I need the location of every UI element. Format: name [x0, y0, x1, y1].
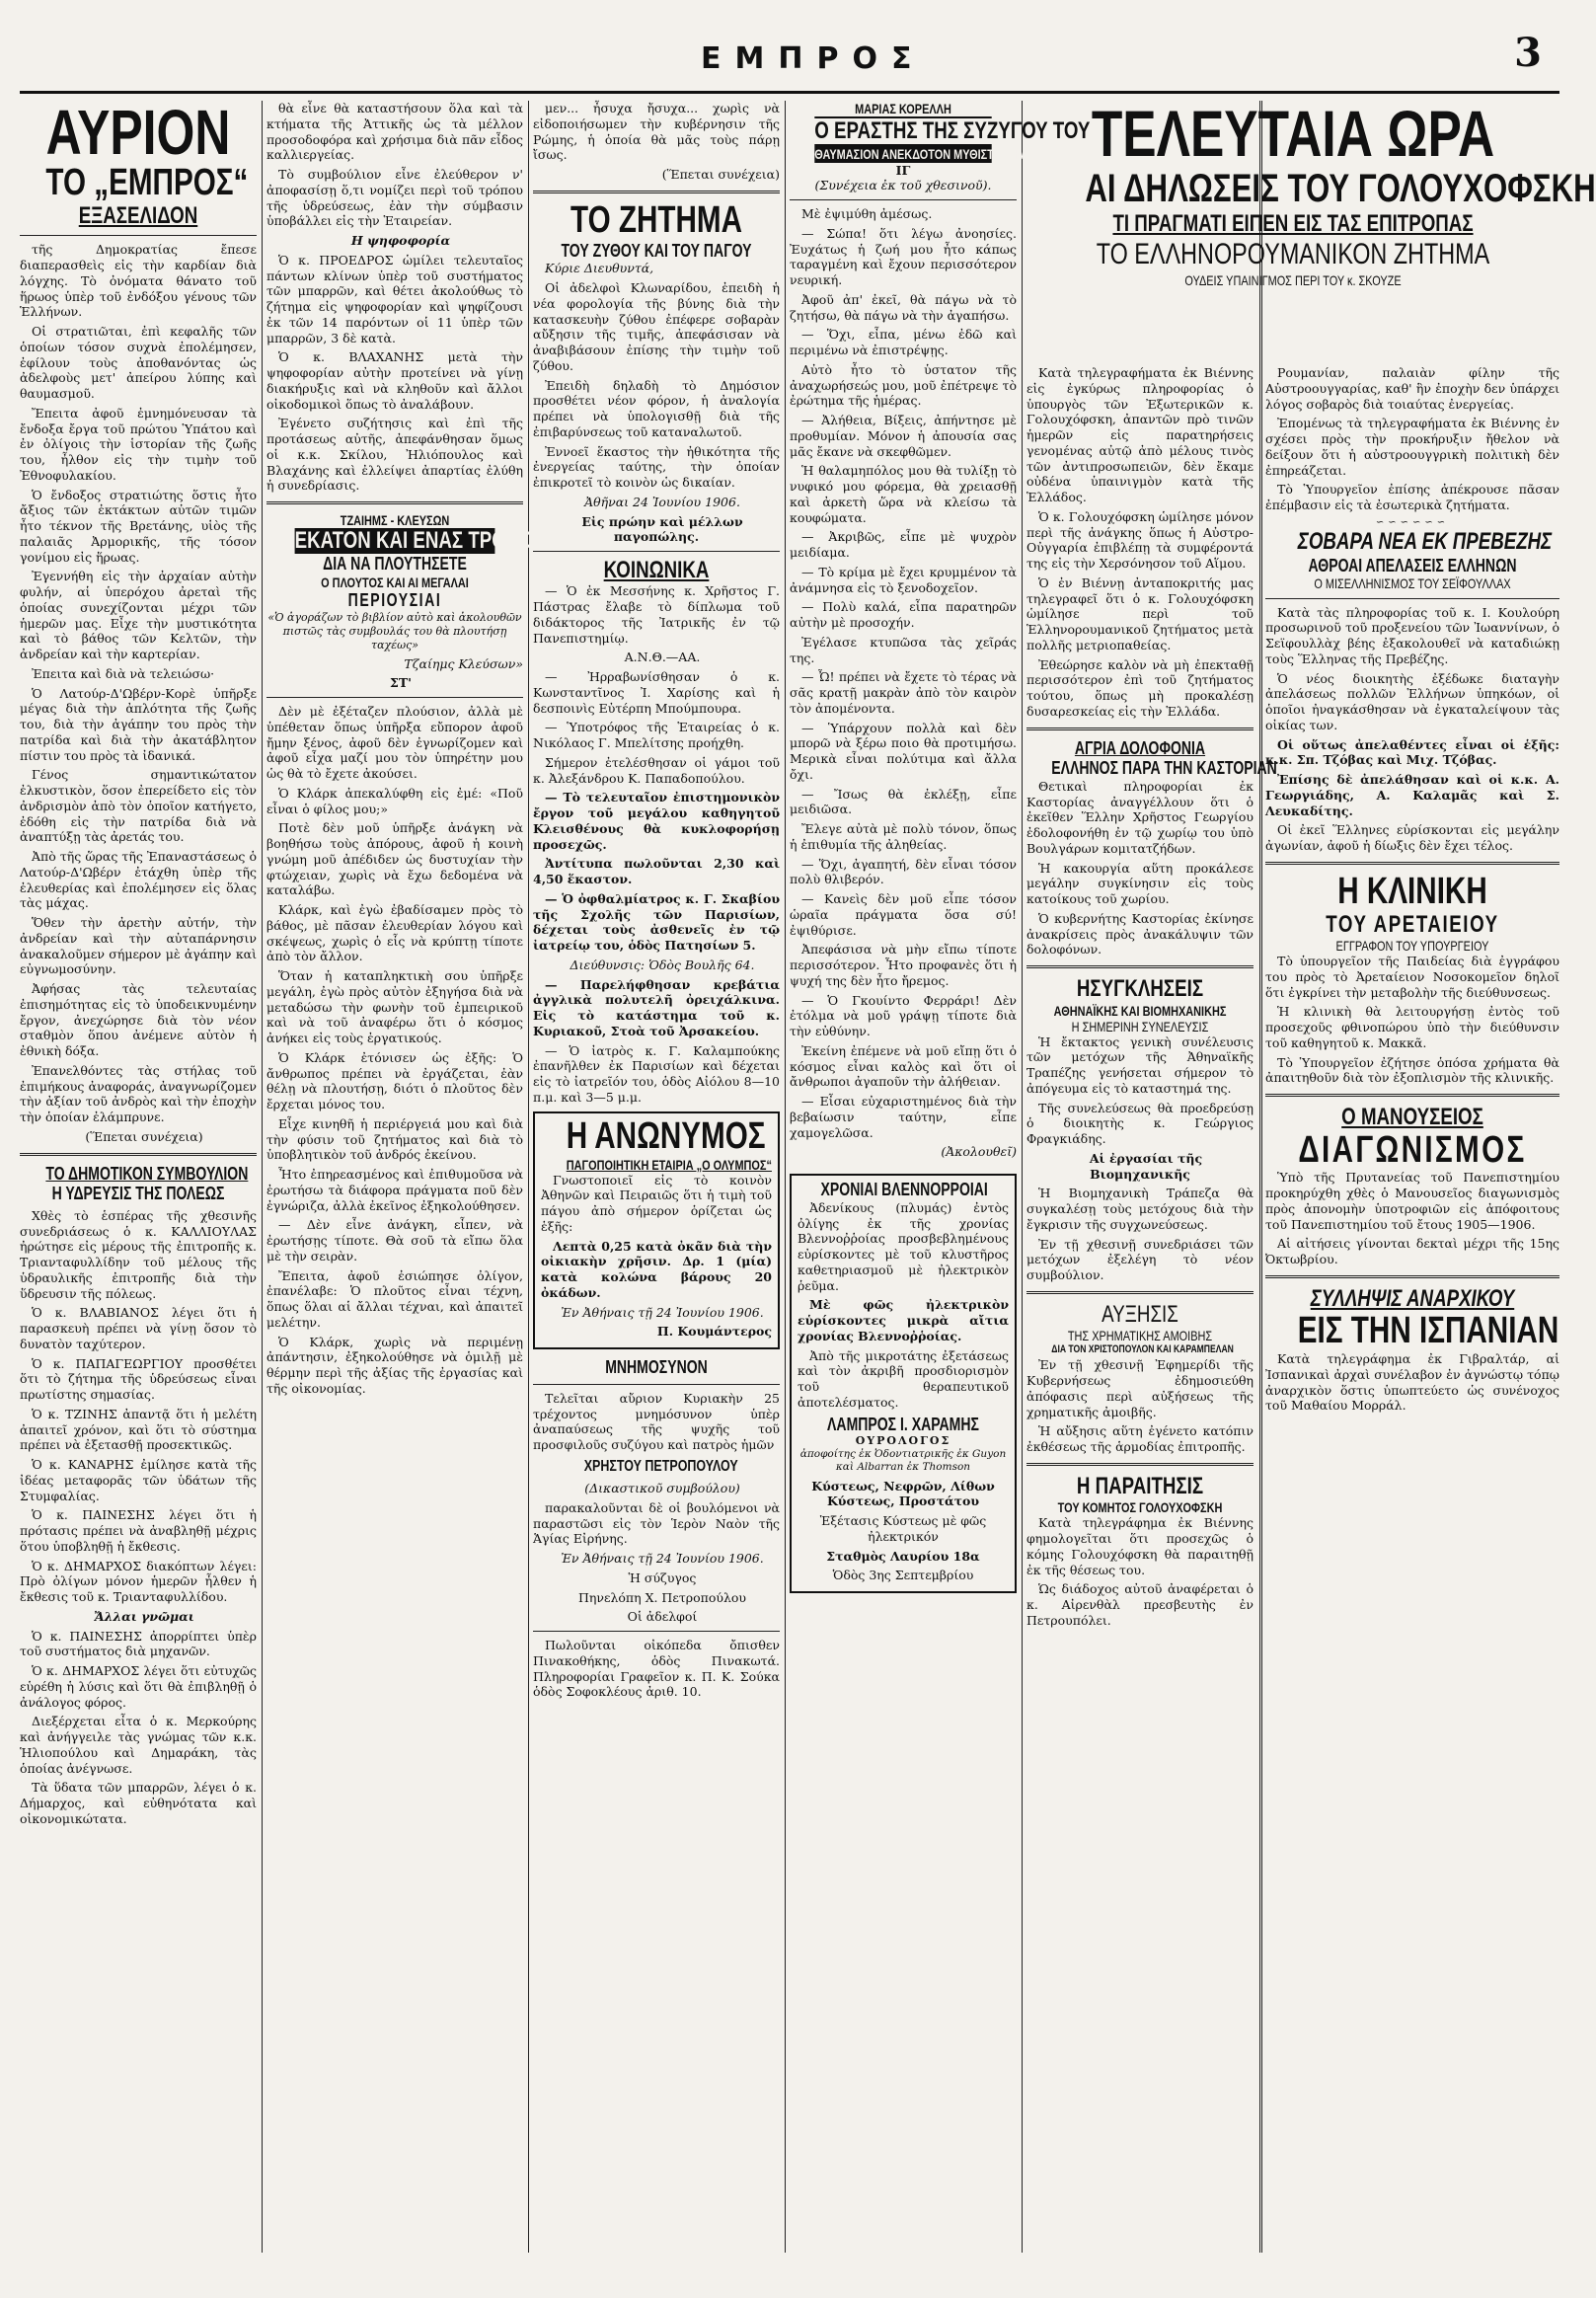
paragraph: — Δὲν εἶνε ἀνάγκη, εἶπεν, νὰ ἐρωτήσῃς τίποτε. Θὰ σοῦ τὰ εἴπω ὅλα μὲ τὴν σειρὰν.	[266, 1217, 523, 1264]
headline-assemblies: ΗΣΥΓΚΛΗΣΕΙΣ	[1076, 975, 1204, 1003]
letter-greeting: Κύριε Διευθυντά,	[545, 261, 654, 276]
divider	[1265, 1275, 1559, 1278]
headline-competition: ΔΙΑΓΩΝΙΣΜΟΣ	[1298, 1128, 1527, 1171]
headline-anarchist-arrest: ΣΥΛΛΗΨΙΣ ΑΝΑΡΧΙΚΟΥ	[1310, 1284, 1515, 1312]
ad-line: Σταθμὸς Λαυρίου 18α	[826, 1548, 980, 1564]
paragraph: Ὁ κ. ΠΑΙΝΕΣΗΣ λέγει ὅτι ἡ πρότασις πρέπει νὰ ἀναβληθῇ μέχρις ὅτου ὑποβληθῇ ἡ ἔκθεσις.	[20, 1507, 257, 1554]
headline-murder: ΑΓΡΙΑ ΔΟΛΟΦΟΝΙΑ	[1074, 737, 1206, 758]
subheading: Αἱ ἐργασίαι τῆς Βιομηχανικῆς	[1089, 1150, 1203, 1182]
continued-note: (Ἕπεται συνέχεια)	[661, 167, 780, 182]
paragraph: Ἡ κλινικὴ θὰ λειτουργήσῃ ἐντὸς τοῦ προσεχοῦς φθινοπώρου ὑπὸ τὴν διεύθυνσιν τοῦ καθηγητοῦ κ. Μακκᾶ.	[1265, 1004, 1559, 1050]
paragraph: — Κανεὶς δὲν μοῦ εἶπε τόσον ὡραῖα πράγματα ὅσα σύ! ἐψιθύρισε.	[790, 891, 1017, 938]
paragraph: Ἦτο ἐπηρεασμένος καὶ ἐπιθυμοῦσα νὰ ἐρωτήσω τὰ διάφορα πράγματα ποῦ δὲν ἐγνώριζα, ἀλλὰ ἐκεῖνος ἐξηκολούθησεν.	[266, 1167, 523, 1213]
column-rule	[528, 101, 529, 2253]
paragraph: — Ἠρραβωνίσθησαν ὁ κ. Κωνσταντῖνος Ἰ. Χαρίσης καὶ ἡ δεσποινὶς Εὐτέρπη Μπούμπουρα.	[533, 669, 780, 716]
article-body	[20, 242, 257, 1144]
paragraph: Κατὰ τηλεγράφημα ἐκ Βιέννης φημολογεῖται ὅτι προσεχῶς ὁ κόμης Γολουχόφσκη θὰ παραιτηθῇ ἐκ τῆς θέσεως του.	[1026, 1515, 1254, 1577]
headline-count-goluchowski: ΤΟΥ ΚΟΜΗΤΟΣ ΓΟΛΟΥΧΟΦΣΚΗ	[1057, 1499, 1223, 1516]
paragraph: Ὁ κυβερνήτης Καστορίας ἐκίνησε ἀνακρίσεις πρὸς ἀνακάλυψιν τῶν δολοφόνων.	[1026, 910, 1254, 958]
headline-skouzes: ΟΥΔΕΙΣ ΥΠΑΙΝΙΓΜΟΣ ΠΕΡΙ ΤΟΥ κ. ΣΚΟΥΖΕ	[1184, 272, 1402, 289]
paragraph: — Πολὺ καλά, εἶπα παρατηρῶν αὐτὴν μὲ προσοχήν.	[790, 599, 1017, 631]
headline-expulsions: ΑΘΡΟΑΙ ΑΠΕΛΑΣΕΙΣ ΕΛΛΗΝΩΝ	[1308, 555, 1517, 575]
paragraph: Ἡ θαλαμηπόλος μου θὰ τυλίξῃ τὸ νυφικό μου φόρεμα, θὰ χρειασθῇ καὶ ἀρκετὴ ὥρα νὰ κλείσω τὰ κουφώματα.	[790, 463, 1017, 525]
paragraph: Ἀντίτυπα πωλοῦνται 2,30 καὶ 4,50 ἕκαστον.	[533, 856, 780, 887]
column-3	[533, 101, 780, 2253]
subheading: Ἄλλαι γνῶμαι	[94, 1608, 194, 1624]
paragraph: Ἀδενίκους (πλυμάς) ἐντὸς ὀλίγης ἐκ τῆς χρονίας Βλεννοῤῥοίας προσβεβλημένους εὐρίσκοντες μὲ τοῦ κλυστῆρος καθετηριασμοῦ μὲ ἠλεκτρικὸν ῥεῦμα.	[798, 1199, 1009, 1293]
paragraph: Ἀφοῦ ἀπ' ἐκεῖ, θὰ πάγω νὰ τὸ ζητήσω, θὰ πάγω νὰ τὴν ἀγαπήσω.	[790, 291, 1017, 323]
paragraph: Διεξέρχεται εἶτα ὁ κ. Μερκούρης καὶ ἀνήγγειλε τὰς γνώμας τῶν κ.κ. Ἡλιοπούλου καὶ Δημαράκη, τὰς ὁποίας ἀνέγνωσε.	[20, 1714, 257, 1776]
serial-quote: «Ὁ ἀγοράζων τὸ βιβλίον αὐτὸ καὶ ἀκολουθῶν πιστῶς τὰς συμβουλάς του θὰ πλουτήσῃ ταχέως»	[267, 610, 522, 651]
headline-empros: ΤΟ „ΕΜΠΡΟΣ“	[45, 162, 249, 203]
paragraph: Ὁ Κλάρκ, χωρὶς νὰ περιμένῃ ἀπάντησιν, ἐξηκολούθησε νὰ ὁμιλῇ μὲ θέρμην περὶ τῆς ἀξίας τῆς ἐργασίας καὶ τῆς οἰκονομίας.	[266, 1334, 523, 1396]
paragraph: Ἐν τῇ χθεσινῇ συνεδριάσει τῶν μετόχων ἐξελέγη τὸ νέον συμβούλιον.	[1026, 1236, 1254, 1283]
paragraph: Ὁ κ. ΠΡΟΕΔΡΟΣ ὡμίλει τελευταῖος πάντων κλίνων ὑπὲρ τοῦ συστήματος τῶν μπαρρῶν, καὶ θέτει ἀκολούθως τὸ ζήτημα εἰς ψηφοφορίαν καὶ ψηφίζουσι ἐκ τῶν 14 παρόντων οἱ 11 ὑπὲρ τῶν μπαρρῶν, 3 δὲ κατὰ.	[266, 252, 523, 345]
paragraph: Ὁ κ. ΠΑΙΝΕΣΗΣ ἀπορρίπτει ὑπὲρ τοῦ συστήματος διὰ μηχανῶν.	[20, 1628, 257, 1659]
masthead-title: ΕΜΠΡΟΣ	[701, 41, 926, 76]
column-rule	[1259, 101, 1262, 2253]
newspaper-page	[20, 20, 1596, 2259]
paragraph: — Ὅχι, εἶπα, μένω ἐδῶ καὶ περιμένω νὰ ἐπιστρέψῃς.	[790, 327, 1017, 358]
paragraph: Ὁ Κλάρκ ἐτόνισεν ὡς ἐξῆς: Ὁ ἄνθρωπος πρέπει νὰ ἐργάζεται, ἐὰν θέλῃ νὰ πλουτήσῃ, διότι ὁ πλοῦτος δὲν ἔρχεται μόνος του.	[266, 1049, 523, 1112]
paragraph: Γνωστοποιεῖ εἰς τὸ κοινὸν Ἀθηνῶν καὶ Πειραιῶς ὅτι ἡ τιμὴ τοῦ πάγου ἀπὸ σήμερον ὁρίζεται ὡς ἑξῆς:	[541, 1172, 772, 1234]
paragraph: Ποτὲ δὲν μοῦ ὑπῆρξε ἀνάγκη νὰ βοηθήσω τοὺς ἀπόρους, ἀφοῦ ἡ κοινὴ γνώμη μοῦ ἀπέδιδεν ὡς δυστυχίαν τὴν φτώχειαν, χωρὶς νὰ ἔχω δεδομένα νὰ καταλάβω.	[266, 820, 523, 898]
article-body	[20, 1208, 257, 1827]
paragraph: — Εἶσαι εὐχαριστημένος διὰ τὴν βεβαίωσιν ταύτην, εἶπε χαμογελῶσα.	[790, 1094, 1017, 1140]
masthead	[20, 20, 1559, 94]
ad-urologist-profession: ΟΥΡΟΛΟΓΟΣ	[855, 1434, 951, 1448]
ad-urologist-box	[790, 1174, 1017, 1593]
paragraph: Τὰ ὕδατα τῶν μπαρρῶν, λέγει ὁ κ. Δήμαρχος, καὶ εὐθηνότατα καὶ οἰκονομικώτατα.	[20, 1780, 257, 1826]
paragraph: — Τὸ τελευταῖον ἐπιστημονικὸν ἔργον τοῦ μεγάλου καθηγητοῦ Κλεισθένους θὰ κυκλοφορήσῃ προσεχῶς.	[533, 790, 780, 852]
paragraph: — Ὁ ἐκ Μεσσήνης κ. Χρῆστος Γ. Πάστρας ἔλαβε τὸ δίπλωμα τοῦ διδάκτορος τῆς Ἰατρικῆς ἐν τῷ Πανεπιστημίῳ.	[533, 583, 780, 646]
paragraph: Θετικαὶ πληροφορίαι ἐκ Καστορίας ἀναγγέλλουν ὅτι ὁ ἐκεῖθεν Ἕλλην Χρῆστος Γεωργίου ἐδολοφονήθη ἐν τῷ χωρίῳ του ὑπὸ Βουλγάρων κομιτατζήδων.	[1026, 778, 1254, 856]
paragraph: Ἐπίσης δὲ ἀπελάθησαν καὶ οἱ κ.κ. Α. Γεωργιάδης, Α. Καλαμᾶς καὶ Σ. Λευκαδίτης.	[1265, 772, 1559, 818]
paragraph: Κατὰ τηλεγράφημα ἐκ Γιβραλτάρ, αἱ Ἰσπανικαὶ ἀρχαὶ συνέλαβον ἐν ἀγνώστῳ τόπῳ ἀναρχικὸν ὅστις ὑπωπτεύετο ὡς συνένοχος τοῦ Μαθαίου Μορράλ.	[1265, 1351, 1559, 1414]
divider	[533, 551, 780, 552]
paragraph: Ὁ κ. ΒΛΑΧΑΝΗΣ μετὰ τὴν ψηφοφορίαν αὐτὴν προτείνει νὰ γίνῃ διακήρυξις καὶ νὰ κληθοῦν καὶ ἄλλοι οἰκοδομικοὶ ὅπως τὸ ἀναλάβουν.	[266, 349, 523, 412]
headline-todays-meeting: Η ΣΗΜΕΡΙΝΗ ΣΥΝΕΛΕΥΣΙΣ	[1071, 1018, 1209, 1034]
novel-author: ΜΑΡΙΑΣ ΚΟΡΕΛΛΗ	[855, 101, 951, 116]
paragraph: Μὲ ἐψιμύθη ἀμέσως.	[801, 206, 933, 222]
headline-ministry-document: ΕΓΓΡΑΦΟΝ ΤΟΥ ΥΠΟΥΡΓΕΙΟΥ	[1335, 938, 1489, 955]
ad-line: ἀποφοίτης ἐκ Ὀδοντιατρικῆς ἐκ Guyon καὶ Albarran ἐκ Thomson	[799, 1448, 1007, 1474]
paragraph: Γένος σημαντικώτατον ἐλκυστικὸν, ὅσον ἐπερείδετο εἰς τὸν ἀνδρισμὸν ἀπὸ τὸν ὁποῖον κατήγετο, ἐδόθη εἰς τὴν πατρίδα διὰ νὰ ἀναπτύξῃ τὰς ἀρετάς του.	[20, 767, 257, 845]
paragraph: Ἐκείνη ἐπέμενε νὰ μοῦ εἴπῃ ὅτι ὁ κόσμος εἶναι καλὸς καὶ ὅτι οἱ ἄνθρωποι ἀγαποῦν τὴν ἀλήθειαν.	[790, 1042, 1017, 1090]
classified-ad: Πωλοῦνται οἰκόπεδα ὄπισθεν Πινακοθήκης, ὁδὸς Πινακωτά. Πληροφορίαι Γραφεῖον κ. Π. Κ. Σούκα ὁδὸς Σοφοκλέους ἀριθ. 10.	[533, 1638, 780, 1700]
paragraph: — Ὁ Γκουίντο Φερράρι! Δὲν ἐτόλμα νὰ μοῦ γράψῃ τίποτε διὰ τὴν εὐθύνην.	[790, 992, 1017, 1039]
divider	[20, 235, 257, 236]
paragraph: Ἐγέλασε κτυπῶσα τὰς χεῖράς της.	[790, 634, 1017, 665]
paragraph: Ὁ νέος διοικητὴς ἐξέδωκε διαταγὴν ἀπελάσεως πολλῶν Ἑλλήνων ὑπηκόων, οἱ ὁποῖοι ἠναγκάσθησαν νὰ ἐγκαταλείψουν τὰς οἰκίας των.	[1265, 670, 1559, 732]
signature: Ἡ σύζυγος	[628, 1570, 697, 1585]
headline-manouseios: Ο ΜΑΝΟΥΣΕΙΟΣ	[1341, 1104, 1483, 1131]
memorial-name: ΧΡΗΣΤΟΥ ΠΕΤΡΟΠΟΥΛΟΥ	[583, 1457, 738, 1475]
paragraph: Ὁ κ. ΔΗΜΑΡΧΟΣ λέγει ὅτι εὐτυχῶς εὑρέθη ἡ λύσις καὶ ὅτι θὰ ἐπιβληθῇ ὁ ἀνάλογος φόρος.	[20, 1663, 257, 1710]
paragraph: Σήμερον ἐτελέσθησαν οἱ γάμοι τοῦ κ. Ἀλεξάνδρου Κ. Παπαδοπούλου.	[533, 754, 780, 786]
paragraph: Ὅθεν τὴν ἀρετὴν αὐτήν, τὴν ἀνδρείαν καὶ τὴν αὐταπάρνησιν ἀνακαλοῦμεν σήμερον μὲ ἀγάπην καὶ εὐγνωμοσύνην.	[20, 915, 257, 977]
divider	[266, 501, 523, 504]
signature: Π. Κουμάντερος	[656, 1324, 772, 1340]
divider	[1265, 598, 1559, 599]
column-rule	[785, 101, 786, 2253]
headline-last-hour: ΤΕΛΕΥΤΑΙΑ ΩΡΑ	[1091, 97, 1495, 170]
novel-subtitle: ΘΑΥΜΑΣΙΟΝ ΑΝΕΚΔΟΤΟΝ ΜΥΘΙΣΤΟΡΗΜΑ	[814, 146, 1034, 163]
paragraph: Ἐπειτα καὶ διὰ νὰ τελειώσω·	[32, 665, 215, 681]
serial-signature: Τζαίημς Κλεύσων»	[404, 655, 523, 671]
headline-social: ΚΟΙΝΩΝΙΚΑ	[603, 557, 710, 584]
divider	[533, 1631, 780, 1632]
paragraph: Ἐπομένως τὰ τηλεγραφήματα ἐκ Βιέννης ἐν σχέσει πρὸς τὴν προκήρυξιν ἤθελον νὰ δείξουν ὅτι ἡ αὐστροουγγρικὴ πολιτικὴ δὲν ἐπηρεάζεται.	[1265, 416, 1559, 478]
subheading: Η ψηφοφορία	[350, 233, 451, 248]
ornament-divider: ∽∽∽∽∽∽	[1375, 516, 1450, 528]
headline-christopoulos: ΔΙΑ ΤΟΝ ΧΡΙΣΤΟΠΟΥΛΟΝ ΚΑΙ ΚΑΡΑΜΠΕΛΑΝ	[1051, 1343, 1234, 1356]
divider	[1026, 728, 1254, 730]
paragraph: Μὲ φῶς ἠλεκτρικὸν εὑρίσκοντες μικρὰ αἴτια χρονίας Βλεννοῤῥοίας.	[798, 1297, 1009, 1343]
paragraph: Τελεῖται αὔριον Κυριακὴν 25 τρέχοντος μνημόσυνον ὑπὲρ ἀναπαύσεως τῆς ψυχῆς τοῦ προσφιλοῦς συζύγου καὶ πατρὸς ἡμῶν	[533, 1390, 780, 1453]
paragraph: Οἱ ἀδελφοὶ Κλωναρίδου, ἐπειδὴ ἡ νέα φορολογία τῆς βύνης διὰ τὴν κατασκευὴν ζύθου ἐπέφερε σοβαρὰν αὔξησιν τῆς τιμῆς, ἀπεφάσισαν νὰ ἀναβιβάσουν ἐπίσης τὴν τιμὴν τοῦ ζύθου.	[533, 280, 780, 373]
dateline: Ἀθῆναι 24 Ἰουνίου 1906.	[584, 494, 740, 509]
paragraph: Τὸ Ὑπουργεῖον ἐπίσης ἀπέκρουσε πᾶσαν ἐπέμβασιν εἰς τὰ ἐσωτερικὰ ζητήματα.	[1265, 482, 1559, 512]
divider	[1026, 1291, 1254, 1294]
paragraph: Τὸ ὑπουργεῖον τῆς Παιδείας διὰ ἐγγράφου του πρὸς τὸ Ἀρεταίειον Νοσοκομεῖον δηλοῖ ὅτι ἐγκρίνει τὴν μεταβολὴν τῆς διεύθυνσεως.	[1265, 954, 1559, 1000]
paragraph: Ἔπειτα ἀφοῦ ἐμνημόνευσαν τὰ ἔνδοξα ἔργα τοῦ πρώτου Ὑπάτου καὶ ἐν ὀλίγοις τὴν ἱστορίαν τῆς ζωῆς του, ἦλθον εἰς τὴν τιμὴν τοῦ Ἐθνοφυλακίου.	[20, 405, 257, 483]
divider	[533, 1384, 780, 1385]
column-1	[20, 97, 257, 2253]
paragraph: Οἱ οὕτως ἀπελαθέντες εἶναι οἱ ἑξῆς: κ.κ. Σπ. Τζόβας καὶ Μιχ. Τζόβας.	[1265, 736, 1559, 768]
continued-note: (Ἕπεται συνέχεια)	[85, 1128, 203, 1144]
ad-olympos-subtitle: ΠΑΓΟΠΟΙΗΤΙΚΗ ΕΤΑΙΡΙΑ „Ο ΟΛΥΜΠΟΣ“	[566, 1156, 772, 1173]
paragraph: Τὸ συμβούλιον εἶνε ἐλεύθερον ν' ἀποφασίσῃ ὅ,τι νομίζει περὶ τοῦ τρόπου τῆς ὑδρεύσεως, ἐὰν τὴν σύμβασιν ὑποβάλλει εἰς τὴν Ἑταιρείαν.	[266, 167, 523, 229]
ad-line: Ἑξέτασις Κύστεως μὲ φῶς ἠλεκτρικόν	[819, 1513, 987, 1544]
paragraph: Ὅταν ἡ καταπληκτικὴ σου ὑπῆρξε μεγάλη, ἐγὼ πρὸς αὐτὸν ἐξηγήσα διὰ νὰ μεταδώσω τὴν φωνὴν τοῦ ἐμπειρικοῦ καὶ νὰ τοῦ ἀναφέρω ὅτι ὁ κόσμος ἀνήκει εἰς τοὺς ἐργατικούς.	[266, 968, 523, 1046]
paragraph: Διεύθυνσις: Ὁδὸς Βουλῆς 64.	[570, 957, 755, 972]
paragraph: Οἱ στρατιῶται, ἐπὶ κεφαλῆς τῶν ὁποίων τόσον συχνὰ ἐπολέμησεν, ἐφίλουν τοὺς ἀποθανόντας ὡς ἀδελφοὺς μετ' ἀπείρου λύπης καὶ θαυμασμοῦ.	[20, 324, 257, 402]
paragraph: Κατὰ τηλεγραφήματα ἐκ Βιέννης εἰς ἐγκύρως πληροφορίας ὁ ὑπουργὸς τῶν Ἐξωτερικῶν κ. Γολουχόφσκη, ἀπαντῶν πρὸ τινῶν ἡμερῶν εἰς παρατηρήσεις γενομένας αὐτῷ ἀπὸ μέλους τινὸς τῶν ἀντιπροσωπειῶν, δὲν ἔκαμε οὐδένα ὑπαινιγμὸν κατὰ τῆς Ἑλλάδος.	[1026, 365, 1254, 504]
paragraph: Χθὲς τὸ ἑσπέρας τῆς χθεσινῆς συνεδριάσεως ὁ κ. ΚΑΛΛΙΟΥΛΑΣ ἠρώτησε εἰς μέρους τῆς ἐπιτροπῆς κ. Τριανταφυλλίδην τοῦ μέλους τῆς ὑδραυλικῆς ἐπιτροπῆς διὰ τὴν ὕδρευσιν τῆς πόλεως.	[20, 1207, 257, 1301]
paragraph: Ρουμανίαν, παλαιὰν φίλην τῆς Αὐστροουγγαρίας, καθ' ἣν ἐποχὴν δεν ὑπάρχει λόγος σοβαρὸς διὰ τοιαύτας ἐνεργείας.	[1265, 365, 1559, 412]
paragraph: Ἐν τῇ χθεσινῇ Ἐφημερίδι τῆς Κυβερνήσεως ἐδημοσιεύθη ἀπόφασις περὶ αὐξήσεως τῆς χρηματικῆς ἀμοιβῆς.	[1026, 1357, 1254, 1419]
divider	[266, 697, 523, 698]
paragraph: — Παρελήφθησαν κρεβάτια ἀγγλικὰ πολυτελῆ ὀρειχάλκινα. Εἰς τὸ κατάστημα τοῦ κ. Κυριακοῦ, Στοὰ τοῦ Ἀρσακείου.	[533, 976, 780, 1038]
paragraph: Ὁ Λατούρ-Δ'Ωβέρν-Κορὲ ὑπῆρξε μέγας διὰ τὴν ἀπλότητα τῆς ζωῆς του, διὰ τὴν ἀγάπην του πρὸς τὴν πατρίδα καὶ διὰ τὴν ἀκατάβλητον πίστιν του πρὸς τὰ ἰδανικά.	[20, 685, 257, 763]
signature: Οἱ ἀδελφοί	[627, 1609, 698, 1625]
paragraph: — Ὁ ἰατρὸς κ. Γ. Καλαμπούκης ἐπανῆλθεν ἐκ Παρισίων καὶ δέχεται εἰς τὸ ἰατρεῖόν του, ὁδὸς Αἰόλου 8—10 π.μ. καὶ 3—5 μ.μ.	[533, 1042, 780, 1105]
headline-aretaieio: ΤΟΥ ΑΡΕΤΑΙΕΙΟΥ	[1326, 910, 1499, 938]
divider	[533, 191, 780, 193]
page-number: 3	[1514, 30, 1542, 76]
paragraph: Ὁ κ. ΠΑΠΑΓΕΩΡΓΙΟΥ προσθέτει ὅτι τὸ ζήτημα τῆς ὑδρεύσεως εἶναι πρωτίστης σημασίας.	[20, 1355, 257, 1403]
paragraph: Ὁ ἐν Βιέννῃ ἀνταποκριτής μας τηλεγραφεῖ ὅτι ὁ κ. Γολουχόφσκη ὡμίλησε περὶ τοῦ Ἑλληνορουμανικοῦ ζητήματος μετὰ πολλῆς μετριοπαθείας.	[1026, 574, 1254, 652]
novel-continued: (Συνέχεια ἐκ τοῦ χθεσινοῦ).	[814, 178, 992, 193]
paragraph: Ἐννοεῖ ἕκαστος τὴν ἠθικότητα τῆς ἐνεργείας ταύτης, τὴν ὁποίαν ἐπικροτεῖ τὸ κοινὸν ὡς δικαίαν.	[533, 443, 780, 491]
column-rule	[1022, 101, 1023, 2253]
paragraph: Ἐγεννήθη εἰς τὴν ἀρχαίαν αὐτὴν φυλήν, αἱ ὑπερόχου ἀρεταὶ τῆς ὁποίας συνεχίζονται μέχρι τῶν ἡμερῶν μας. Εἶχε τὴν μυστικότητα καὶ τὸ βάθος τῶν Κελτῶν, τὴν ἀνδρείαν καὶ τὴν καρτερίαν.	[20, 569, 257, 662]
paragraph: Ἐπειδὴ δηλαδὴ τὸ Δημόσιον προσθέτει νέον φόρον, ἡ ἀναλογία πρέπει νὰ ὑπολογισθῇ διὰ τῆς ἐπιβαρύνσεως τοῦ καταναλωτοῦ.	[533, 377, 780, 439]
signature: Πηνελόπη Χ. Πετροπούλου	[578, 1589, 746, 1605]
divider	[1026, 965, 1254, 968]
paragraph: Τῆς συνελεύσεως θὰ προεδρεύσῃ ὁ διοικητὴς κ. Γεώργιος Φραγκιάδης.	[1026, 1100, 1254, 1147]
dateline: Ἐν Ἀθήναις τῇ 24 Ἰουνίου 1906.	[561, 1304, 764, 1320]
serial-title: ΕΚΑΤΟΝ ΚΑΙ ΕΝΑΣ ΤΡΟΠΟΙ	[294, 527, 540, 555]
paragraph: — Ὑποτρόφος τῆς Ἑταιρείας ὁ κ. Νικόλαος Γ. Μπελίτσης προήχθη.	[533, 720, 780, 751]
continued-note: (Ἀκολουθεῖ)	[941, 1144, 1017, 1160]
headline-kastoria: ΕΛΛΗΝΟΣ ΠΑΡΑ ΤΗΝ ΚΑΣΤΟΡΙΑΝ	[1051, 758, 1277, 779]
paragraph: — Ὅχι, ἀγαπητή, δὲν εἶναι τόσον πολὺ θλιβερόν.	[790, 856, 1017, 887]
paragraph: Οἱ ἐκεῖ Ἕλληνες εὑρίσκονται εἰς μεγάλην ἀγωνίαν, ἀφοῦ ἡ δίωξις δὲν ἔχει τέλος.	[1265, 822, 1559, 854]
headline-water-supply: Η ΥΔΡΕΥΣΙΣ ΤΗΣ ΠΟΛΕΩΣ	[51, 1184, 225, 1204]
headline-municipal-council: ΤΟ ΔΗΜΟΤΙΚΟΝ ΣΥΜΒΟΥΛΙΟΝ	[45, 1163, 249, 1184]
paragraph: Δὲν μὲ ἐξέταζεν πλούσιον, ἀλλὰ μὲ ὑπέθεταν ὅπως ὑπῆρξα εὔπορον ἀφοῦ ἤμην ξένος, ἀφοῦ δὲν ἐγνωρίζομεν καὶ ἀφοῦ εἶχα μαζί μου τὸν ὑπηρέτην μου ὡς θὰ τὸ ἔχετε ἀκούσει.	[266, 704, 523, 782]
headline-spain: ΕΙΣ ΤΗΝ ΙΣΠΑΝΙΑΝ	[1297, 1310, 1559, 1352]
column-2	[266, 101, 540, 2253]
paragraph: Ἡ Βιομηχανικὴ Τράπεζα θὰ συγκαλέσῃ τοὺς μετόχους διὰ τὴν ἔγκρισιν τῆς συγχωνεύσεως.	[1026, 1186, 1254, 1232]
ad-line: Κύστεως, Νεφρῶν, Λίθων Κύστεως, Προστάτου	[811, 1478, 995, 1509]
paragraph: Ὁ κ. Γολουχόφσκη ὡμίλησε μόνον περὶ τῆς ἀνάγκης ὅπως ἡ Αὐστρο-Οὐγγαρία ἐπιβλέπῃ τὰ συμφέροντά της εἰς τὴν Χερσόνησον τοῦ Αἵμου.	[1026, 508, 1254, 571]
headline-resignation: Η ΠΑΡΑΙΤΗΣΙΣ	[1076, 1472, 1204, 1499]
paragraph: Ἐθεώρησε καλὸν νὰ μὴ ἐπεκταθῇ περισσότερον ἐπὶ τοῦ ζητήματος τούτου, ὅπως μὴ προκαλέσῃ δυσαρεσκείας εἰς τὴν Ἑλλάδα.	[1026, 656, 1254, 719]
headline-goluchowski: ΑΙ ΔΗΛΩΣΕΙΣ ΤΟΥ ΓΟΛΟΥΧΟΦΣΚΗ	[1085, 167, 1596, 210]
ad-urologist-name: ΛΑΜΠΡΟΣ Ι. ΧΑΡΑΜΗΣ	[827, 1414, 979, 1434]
headline-memorial: ΜΝΗΜΟΣΥΝΟΝ	[605, 1357, 708, 1378]
paragraph: τῆς Δημοκρατίας ἔπεσε διαπερασθεὶς εἰς τὴν καρδίαν διὰ λόγχης. Τὸ ὀνόματα θάνατο τοῦ ἥρωος ὑπὲρ τοῦ ἐνδόξου γένους τῶν Ἑλλήνων.	[20, 242, 257, 320]
paragraph: Ἀπὸ τῆς ὥρας τῆς Ἐπαναστάσεως ὁ Λατούρ-Δ'Ωβέρν ἐτάχθη ὑπὲρ τῆς ἐλευθερίας καὶ ἐπολέμησεν εἰς ὅλας τὰς μάχας.	[20, 849, 257, 911]
paragraph: θὰ εἶνε θὰ καταστήσουν ὅλα καὶ τὰ κτήματα τῆς Ἀττικῆς ὡς τὰ μέλλον προσοδοφόρα καὶ χρήσιμα διὰ πᾶν εἶδος καλλιεργείας.	[266, 101, 523, 163]
paragraph: Ἀπὸ τῆς μικροτάτης ἐξετάσεως καὶ τὸν ἀκριβῆ προσδιορισμὸν τοῦ θεραπευτικοῦ ἀποτελέσματος.	[798, 1347, 1009, 1410]
novel-title: Ο ΕΡΑΣΤΗΣ ΤΗΣ ΣΥΖΥΓΟΥ ΤΟΥ	[814, 116, 991, 146]
dateline: Ἐν Ἀθήναις τῇ 24 Ἰουνίου 1906.	[561, 1551, 764, 1567]
serial-subtitle-3: ΠΕΡΙΟΥΣΙΑΙ	[347, 590, 442, 611]
signature: Εἰς πρώην καὶ μέλλων παγοπώλης.	[581, 513, 743, 545]
paragraph: Εἶχε κινηθῆ ἡ περιέργειά μου καὶ διὰ τὴν φύσιν τοῦ ζητήματος καὶ διὰ τὸ ὑποβλητικὸν τοῦ ἀνδρός ἐκείνου.	[266, 1115, 523, 1163]
paragraph: Ἡ αὔξησις αὕτη ἐγένετο κατόπιν ἐκθέσεως τῆς ἁρμοδίας ἐπιτροπῆς.	[1026, 1423, 1254, 1455]
paragraph: Ὁ ἔνδοξος στρατιώτης ὅστις ἦτο ἄξιος τῶν ἐκτάκτων αὐτῶν τιμῶν ἦτο τέκνον τῆς Βρετάνης, υἱὸς τῆς παλαιᾶς Ἀρμορικῆς, τῆς τόσον γονίμου εἰς ἥρωας.	[20, 487, 257, 565]
paragraph: Ὑπὸ τῆς Πρυτανείας τοῦ Πανεπιστημίου προκηρύχθη χθὲς ὁ Μανουσεῖος διαγωνισμὸς πρὸς ἀπονομὴν ὑποτροφιῶν εἰς ἀπόφοιτους τοῦ Πανεπιστημίου τοῦ ἔτους 1905—1906.	[1265, 1170, 1559, 1232]
paragraph: Αὐτὸ ἦτο τὸ ὑστατον τῆς ἀναχωρήσεώς μου, μοῦ ἐπέτρεψε τὸ ἐρώτημα τῆς ἡμέρας.	[790, 361, 1017, 409]
paragraph: Αἱ αἰτήσεις γίνονται δεκταὶ μέχρι τῆς 15ης Ὀκτωβρίου.	[1265, 1236, 1559, 1267]
headline-seifoullah: Ο ΜΙΣΕΛΛΗΝΙΣΜΟΣ ΤΟΥ ΣΕΪΦΟΥΛΛΑΧ	[1314, 575, 1511, 592]
divider	[790, 199, 1017, 200]
paragraph: — Ὑπάρχουν πολλὰ καὶ δὲν μπορῶ νὰ ξέρω ποιο θὰ προτιμήσω. Μερικὰ εἶναι πολύτιμα καὶ ἄλλα ὄχι.	[790, 720, 1017, 782]
headline-the-issue: ΤΟ ΖΗΤΗΜΑ	[570, 198, 742, 241]
paragraph: — Τὸ κρίμα μὲ ἔχει κρυμμένον τὰ ἀνάμνησα εἰς τὸ ξενοδοχεῖον.	[790, 564, 1017, 595]
column-5	[1026, 365, 1277, 2253]
headline-tomorrow: ΑΥΡΙΟΝ	[45, 97, 231, 168]
serial-author: ΤΖΑΙΗΜΣ - ΚΛΕΥΣΩΝ	[340, 512, 450, 528]
paragraph: — Σώπα! ὅτι λέγω ἀνοησίες. Ἐυχάτως ἡ ζωή μου ἦτο κάπως ταραγμένη καὶ ἔχουν περισσότερον νευρική.	[790, 225, 1017, 288]
paragraph: Ἡ ἔκτακτος γενικὴ συνέλευσις τῶν μετόχων τῆς Ἀθηναϊκῆς Τραπέζης γενήσεται σήμερον τὸ ἀπόγευμα εἰς τὸ καταστημά της.	[1026, 1034, 1254, 1096]
paragraph: Τὸ Ὑπουργεῖον ἐζήτησε ὁπόσα χρήματα θὰ ἀπαιτηθοῦν διὰ τὸν ἐξοπλισμὸν τῆς κλινικῆς.	[1265, 1054, 1559, 1086]
column-6	[1265, 365, 1559, 2253]
ad-urologist-title: ΧΡΟΝΙΑΙ ΒΛΕΝΝΟΡΡΟΙΑΙ	[820, 1180, 988, 1200]
paragraph: Ἔλεγε αὐτὰ μὲ πολὺ τόνον, ὅπως ἡ ἐπιθυμία τῆς ἀληθείας.	[790, 821, 1017, 852]
ad-line: Ὁδὸς 3ης Σεπτεμβρίου	[832, 1568, 974, 1583]
ad-olympos-box	[533, 1111, 780, 1349]
paragraph: — Ἴσως θὰ ἐκλέξῃ, εἶπε μειδιῶσα.	[790, 786, 1017, 817]
paragraph: — Ὁ ὀφθαλμίατρος κ. Γ. Σκαβίου τῆς Σχολῆς τῶν Παρισίων, δέχεται τοὺς ἀσθενεῖς ἐν τῷ ἰατρείῳ του, ὁδὸς Πατησίων 5.	[533, 890, 780, 954]
paragraph: Ὡς διάδοχος αὐτοῦ ἀναφέρεται ὁ κ. Αἰρενθὰλ πρεσβευτὴς ἐν Πετρουπόλει.	[1026, 1581, 1254, 1628]
paragraph: Ὁ κ. ΚΑΝΑΡΗΣ ἐμίλησε κατὰ τῆς ἰδέας μεταφορᾶς τῶν ὑδάτων τῆς Στυμφαλίας.	[20, 1457, 257, 1503]
paragraph: Ὁ κ. ΤΖΙΝΗΣ ἀπαντᾷ ὅτι ἡ μελέτη ἀπαιτεῖ χρόνον, καὶ ὅτι τὸ σύστημα πρέπει νὰ ἐξετασθῇ προσεκτικῶς.	[20, 1406, 257, 1453]
last-hour-banner	[1026, 97, 1596, 357]
paragraph: παρακαλοῦνται δὲ οἱ βουλόμενοι νὰ παραστῶσι εἰς τὸν Ἱερὸν Ναὸν τῆς Ἁγίας Εἰρήνης.	[533, 1499, 780, 1547]
headline-fee: ΤΗΣ ΧΡΗΜΑΤΙΚΗΣ ΑΜΟΙΒΗΣ	[1067, 1328, 1213, 1344]
memorial-role: (Δικαστικοῦ συμβούλου)	[584, 1481, 740, 1496]
paragraph: Λεπτὰ 0,25 κατὰ ὀκᾶν διὰ τὴν οἰκιακὴν χρῆσιν. Δρ. 1 (μία) κατὰ κολώνα βάρους 20 ὀκάδων.	[541, 1238, 772, 1300]
divider	[1265, 862, 1559, 865]
ad-olympos-title: Η ΑΝΩΝΥΜΟΣ	[566, 1114, 766, 1157]
paragraph: — Ὦ! πρέπει νὰ ἔχετε τὸ τέρας νὰ σᾶς κρατῇ μακρὰν ἀπὸ τὸν καιρὸν τὸν ἀπομένοντα.	[790, 669, 1017, 716]
serial-chapter: ΣΤ'	[390, 675, 412, 691]
headline-clinic: Η ΚΛΙΝΙΚΗ	[1337, 870, 1487, 912]
novel-chapter: ΙΓ	[895, 162, 911, 178]
paragraph: Α.Ν.Θ.—ΑΑ.	[624, 650, 701, 665]
paragraph: μεν... ἦσυχα ἤσυχα... χωρὶς νὰ εἰδοποιήσωμεν τὴν κυβέρνησιν τῆς Ρώμης, ἡ ὁποία θὰ μᾶς τοὺς πάρῃ ἴσως.	[533, 101, 780, 163]
paragraph: Κατὰ τὰς πληροφορίας τοῦ κ. Ι. Κουλούρη προσωρινοῦ τοῦ προξενείου τῶν Ἰωαννίνων, ὁ Σεϊφουλλὰχ βέης ἐξακολουθεῖ νὰ καταδιώκῃ τοὺς Ἕλληνας τῆς Πρεβέζης.	[1265, 604, 1559, 666]
headline-increase: ΑΥΞΗΣΙΣ	[1102, 1300, 1178, 1328]
paragraph: Ἐγένετο συζήτησις καὶ ἐπὶ τῆς προτάσεως αὐτῆς, ἀπεφάνθησαν ὅμως οἱ κ.κ. Σκίλου, Ἠλιόπουλος καὶ Βλαχάνης καὶ ἐλλείψει ἀπαρτίας ἐλύθη ἡ συνεδρίασις.	[266, 416, 523, 494]
paragraph: — Ἀλήθεια, Βίξεις, ἀπήντησε μὲ προθυμίαν. Μόνον ἡ ἀπουσία σας μᾶς ἔκανε νὰ σκεφθῶμεν.	[790, 413, 1017, 459]
paragraph: Ἀπεφάσισα νὰ μὴν εἴπω τίποτε περισσότερον. Ἦτο προφανὲς ὅτι ἡ ψυχή της δὲν ἦτο ἤρεμος.	[790, 942, 1017, 988]
headline-greco-romanian: ΤΟ ΕΛΛΗΝΟΡΟΥΜΑΝΙΚΟΝ ΖΗΤΗΜΑ	[1096, 238, 1490, 271]
paragraph: Ἀφήσας τὰς τελευταίας ἐπισημότητας εἰς τὸ ὑποδεικνυμένην ἔργον, ἀνεχώρησε διὰ τὸν νέον σταθμὸν ὅπου ἀνέμενε αὐτὸν ἡ ἐθνικὴ δόξα.	[20, 981, 257, 1059]
paragraph: Ὁ κ. ΔΗΜΑΡΧΟΣ διακόπτων λέγει: Πρὸ ὀλίγων μόνον ἡμερῶν ἦλθεν ἡ ἔκθεσις τοῦ κ. Τριανταφυλλίδου.	[20, 1558, 257, 1605]
column-4	[790, 101, 1091, 2253]
divider	[20, 1153, 257, 1156]
paragraph: Ἔπειτα, ἀφοῦ ἐσιώπησε ὀλίγον, ἐπανέλαβε: Ὁ πλοῦτος εἶναι τέχνη, ὅπως ὅλαι αἱ ἄλλαι τέχναι, καὶ ἀπαιτεῖ μελέτην.	[266, 1267, 523, 1330]
serial-subtitle-2: Ο ΠΛΟΥΤΟΣ ΚΑΙ ΑΙ ΜΕΓΑΛΑΙ	[321, 574, 469, 591]
paragraph: Ἐπανελθόντες τὰς στήλας τοῦ ἐπιμήκους ἀναφοράς, ἀναγνωρίζομεν τὴν ἀξίαν τοῦ ἀνδρὸς καὶ τὴν ἐποχὴν τὴν ὁποίαν ἐλάμπρυνε.	[20, 1062, 257, 1125]
headline-banks: ΑΘΗΝΑΪΚΗΣ ΚΑΙ ΒΙΟΜΗΧΑΝΙΚΗΣ	[1053, 1002, 1227, 1019]
paragraph: — Ἀκριβῶς, εἶπε μὲ ψυχρὸν μειδίαμα.	[790, 529, 1017, 561]
divider	[1026, 1463, 1254, 1466]
headline-preveza: ΣΟΒΑΡΑ ΝΕΑ ΕΚ ΠΡΕΒΕΖΗΣ	[1297, 528, 1553, 556]
headline-beer-ice: ΤΟΥ ΖΥΘΟΥ ΚΑΙ ΤΟΥ ΠΑΓΟΥ	[561, 240, 752, 261]
paragraph: Ὁ κ. ΒΛΑΒΙΑΝΟΣ λέγει ὅτι ἡ παρασκευὴ πρέπει νὰ γίνῃ ὅσον τὸ δυνατὸν ταχύτερον.	[20, 1305, 257, 1351]
paragraph: Ὁ Κλάρκ ἀπεκαλύφθη εἰς ἐμέ: «Ποῦ εἶναι ὁ φίλος μου;»	[266, 785, 523, 816]
headline-committees: ΤΙ ΠΡΑΓΜΑΤΙ ΕΙΠΕΝ ΕΙΣ ΤΑΣ ΕΠΙΤΡΟΠΑΣ	[1112, 210, 1474, 237]
paragraph: Ἡ κακουργία αὕτη προκάλεσε μεγάλην συγκίνησιν εἰς τοὺς κατοίκους τοῦ χωρίου.	[1026, 860, 1254, 907]
divider	[1265, 1094, 1559, 1097]
paragraph: Κλάρκ, καὶ ἐγὼ ἐβαδίσαμεν πρὸς τὸ βάθος, μὲ πᾶσαν ἐλευθερίαν λόγου καὶ σκέψεως, χωρὶς ὁ εἷς νὰ κρύπτῃ τίποτε ἀπὸ τὸν ἄλλον.	[266, 902, 523, 964]
column-rule	[262, 101, 263, 2253]
headline-six-pages: ΕΞΑΣΕΛΙΔΟΝ	[78, 201, 198, 229]
serial-subtitle: ΔΙΑ ΝΑ ΠΛΟΥΤΗΣΕΤΕ	[323, 554, 467, 574]
